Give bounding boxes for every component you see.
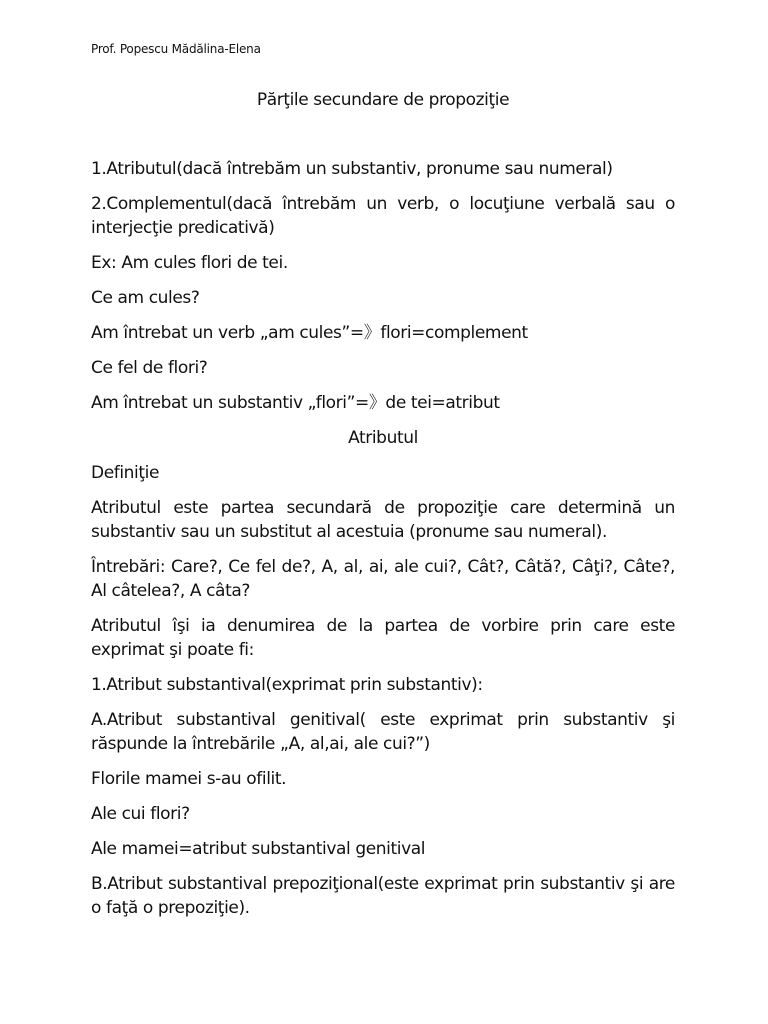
author-header: Prof. Popescu Mădălina-Elena [91,42,261,56]
paragraph-atribut-prepozitional: B.Atribut substantival prepoziţional(este exprimat prin substantiv şi are o faţă o prepoziţie). [91,874,675,918]
paragraph-denumire: Atributul îşi ia denumirea de la partea de vorbire prin care este exprimat şi poate fi: [91,616,675,660]
section-heading-atributul: Atributul [348,428,418,448]
paragraph-answer-3: Ale mamei=atribut substantival genitival [91,839,426,859]
paragraph-complement-intro: 2.Complementul(dacă întrebăm un verb, o locuţiune verbală sau o interjecţie predicativă) [91,194,675,238]
paragraph-answer-1: Am întrebat un verb „am cules”=》flori=complement [91,323,528,343]
paragraph-question-1: Ce am cules? [91,288,200,308]
paragraph-intrebari: Întrebări: Care?, Ce fel de?, A, al, ai, ale cui?, Cât?, Câtă?, Câţi?, Câte?, Al câtelea?, A câta? [91,557,675,601]
paragraph-question-3: Ale cui flori? [91,804,190,824]
paragraph-atribut-intro: 1.Atributul(dacă întrebăm un substantiv, pronume sau numeral) [91,159,613,179]
document-title: Părţile secundare de propoziţie [256,90,510,110]
paragraph-atribut-substantival: 1.Atribut substantival(exprimat prin substantiv): [91,675,483,695]
paragraph-example: Ex: Am cules flori de tei. [91,253,288,273]
paragraph-atribut-genitival: A.Atribut substantival genitival( este exprimat prin substantiv şi răspunde la întrebările „A, al,ai, ale cui?”) [91,710,675,754]
paragraph-definitie: Atributul este partea secundară de propoziţie care determină un substantiv sau un substitut al acestuia (pronume sau numeral). [91,498,675,542]
paragraph-definitie-label: Definiţie [91,463,160,483]
paragraph-question-2: Ce fel de flori? [91,358,208,378]
paragraph-answer-2: Am întrebat un substantiv „flori”=》de tei=atribut [91,393,500,413]
document-body [91,88,675,931]
paragraph-example-2: Florile mamei s-au ofilit. [91,769,287,789]
